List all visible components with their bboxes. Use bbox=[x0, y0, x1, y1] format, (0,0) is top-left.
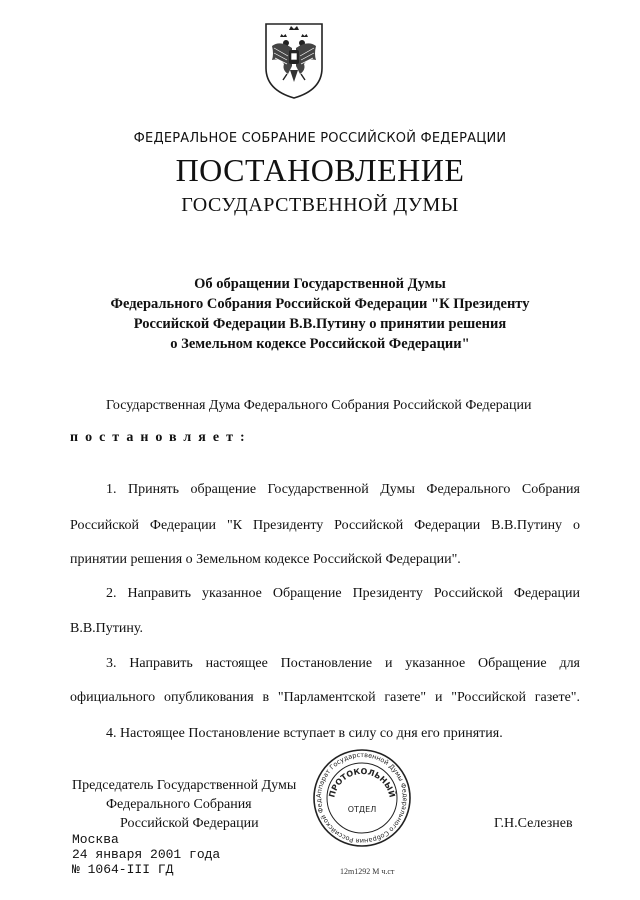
item-2-line-1: 2. Направить указанное Обращение Президенту Российской Федерации bbox=[106, 586, 580, 601]
seal-top-text: ПРОТОКОЛЬНЫЙ bbox=[327, 766, 397, 799]
item-1-line-1: 1. Принять обращение Государственной Думы Федерального Собрания bbox=[106, 482, 580, 497]
signatory-position-line-2: Федерального Собрания bbox=[106, 797, 252, 812]
signatory-name: Г.Н.Селезнев bbox=[494, 816, 573, 831]
document-type: ПОСТАНОВЛЕНИЕ bbox=[175, 152, 465, 188]
item-3-line-2: официального опубликования в "Парламентской газете" и "Российской газете". bbox=[70, 690, 580, 705]
coat-of-arms-emblem bbox=[262, 20, 326, 100]
title-line: Российской Федерации В.В.Путину о принятии решения bbox=[133, 316, 507, 332]
place-of-adoption: Москва bbox=[72, 832, 119, 847]
item-4: 4. Настоящее Постановление вступает в силу со дня его принятия. bbox=[106, 726, 503, 741]
document-subtitle: ГОСУДАРСТВЕННОЙ ДУМЫ bbox=[181, 194, 459, 216]
document-number: № 1064-III ГД bbox=[72, 862, 174, 877]
item-1-line-3: принятии решения о Земельном кодексе Российской Федерации". bbox=[70, 552, 461, 567]
protocol-department-seal bbox=[312, 748, 412, 848]
title-line: Федерального Собрания Российской Федерации "К Президенту bbox=[110, 296, 530, 312]
signatory-position-line-1: Председатель Государственной Думы bbox=[72, 778, 297, 793]
signatory-position-line-3: Российской Федерации bbox=[120, 816, 259, 831]
resolves-word: постановляет: bbox=[70, 430, 252, 445]
title-line: Об обращении Государственной Думы bbox=[194, 276, 446, 292]
seal-ring-text: Аппарат Государственной Думы Федерального Собрания Российской Фед bbox=[314, 750, 410, 846]
document-title bbox=[60, 274, 580, 354]
organization-heading: ФЕДЕРАЛЬНОЕ СОБРАНИЕ РОССИЙСКОЙ ФЕДЕРАЦИИ bbox=[133, 131, 507, 146]
seal-center-text: ОТДЕЛ bbox=[347, 805, 377, 814]
print-code: 12m1292 M ч.ст bbox=[340, 867, 395, 876]
intro-paragraph: Государственная Дума Федерального Собрания Российской Федерации bbox=[106, 398, 532, 413]
item-2-line-2: В.В.Путину. bbox=[70, 621, 143, 636]
item-3-line-1: 3. Направить настоящее Постановление и указанное Обращение для bbox=[106, 656, 580, 671]
item-1-line-2: Российской Федерации "К Президенту Российской Федерации В.В.Путину о bbox=[70, 518, 580, 533]
title-line: о Земельном кодексе Российской Федерации" bbox=[170, 336, 470, 352]
date-of-adoption: 24 января 2001 года bbox=[72, 847, 221, 862]
